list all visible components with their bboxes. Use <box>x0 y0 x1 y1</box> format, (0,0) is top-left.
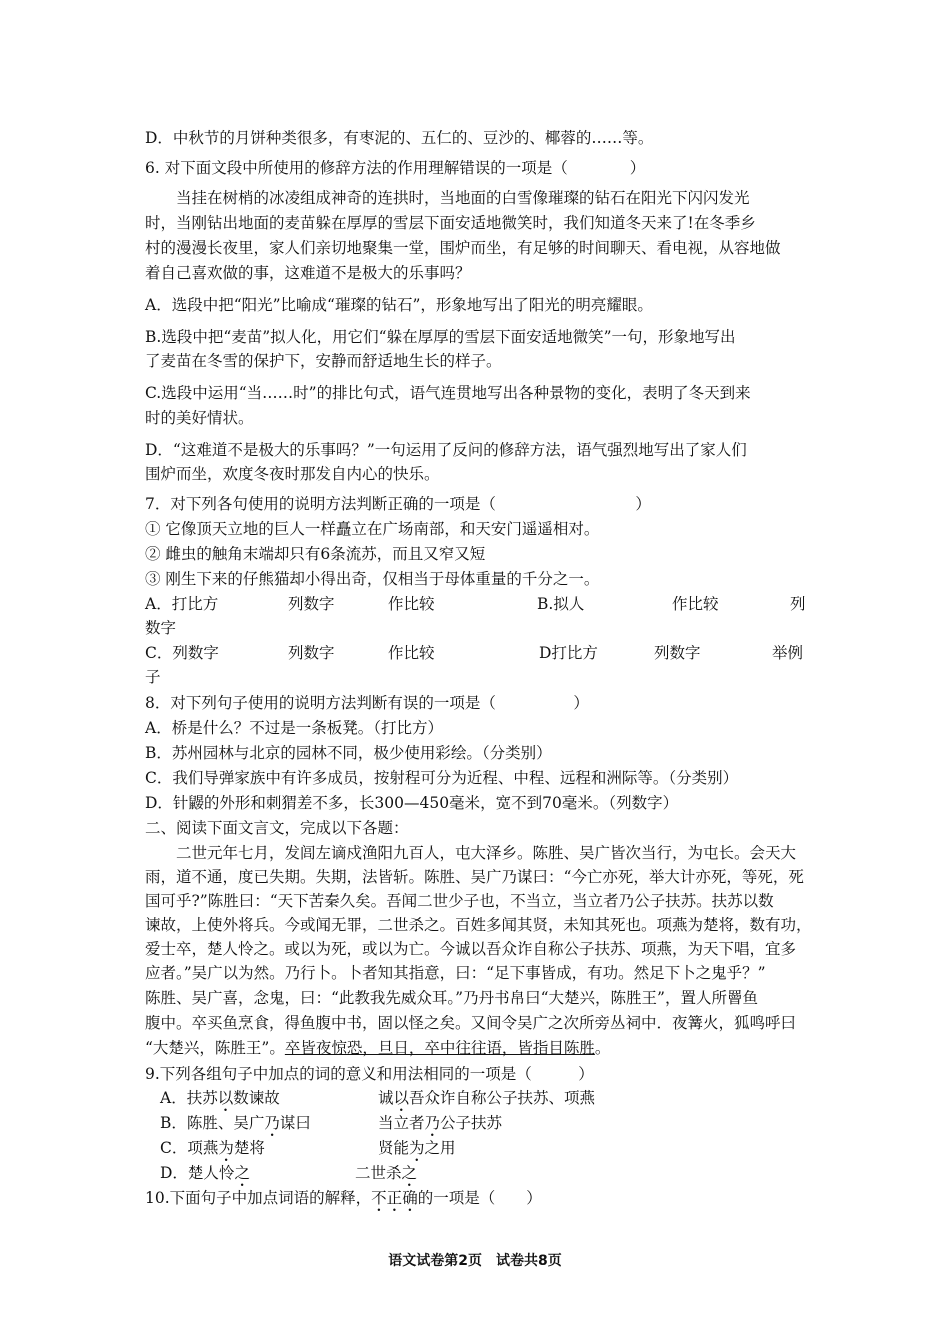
q9-option-c-right: 贤能为之用 <box>378 1139 456 1157</box>
q7-option-b-1: B.拟人 <box>537 595 585 613</box>
q6-option-c: C.选段中运用“当……时”的排比句式，语气连贯地写出各种景物的变化，表明了冬天到来 <box>145 384 751 402</box>
classical-passage-line: 二世元年七月，发闾左谪戍渔阳九百人，屯大泽乡。陈胜、吴广皆次当行，为屯长。会天大 <box>176 844 797 862</box>
q9-option-a-left: A．扶苏以数谏故 <box>160 1089 280 1107</box>
dotted-word: 确 <box>402 1189 418 1207</box>
q9-option-b-right: 当立者乃公子扶苏 <box>378 1114 503 1132</box>
classical-passage-line: 陈胜、吴广喜，念鬼，曰：“此教我先威众耳。”乃丹书帛曰“大楚兴，陈胜王”，置人所罾鱼 <box>145 989 758 1007</box>
dotted-word: 乃 <box>264 1114 280 1132</box>
q9-option-b-left: B．陈胜、吴广乃谋曰 <box>160 1114 311 1132</box>
dotted-word: 之 <box>234 1164 250 1182</box>
q8-option-b: B．苏州园林与北京的园林不同，极少使用彩绘。（分类别） <box>145 744 552 762</box>
q7-option-c-2: 列数字 <box>288 644 335 662</box>
q6-option-c-cont: 时的美好情状。 <box>145 409 254 427</box>
q7-option-d-2: 列数字 <box>654 644 701 662</box>
dotted-word: 为 <box>218 1139 234 1157</box>
dotted-word: 以 <box>217 1089 234 1107</box>
q9-stem: 9.下列各组句子中加点的词的意义和用法相同的一项是（ ） <box>145 1065 594 1083</box>
q7-option-b-3: 列 <box>790 595 806 613</box>
q7-option-d-3: 举例 <box>772 644 804 662</box>
q7-option-d-1: D打比方 <box>539 644 598 662</box>
q9-option-c-left: C．项燕为楚将 <box>160 1139 265 1157</box>
q6-passage-line: 当挂在树梢的冰凌组成神奇的连拱时，当地面的白雪像璀璨的钻石在阳光下闪闪发光 <box>176 189 750 207</box>
q6-stem: 6. 对下面文段中所使用的修辞方法的作用理解错误的一项是（ ） <box>145 159 646 177</box>
q6-option-b: B.选段中把“麦苗”拟人化，用它们“躲在厚厚的雪层下面安适地微笑”一句，形象地写出 <box>145 328 736 346</box>
q9-option-d-left: D．楚人怜之 <box>160 1164 250 1182</box>
underlined-sentence: 卒皆夜惊恐，旦日，卒中往往语，皆指目陈胜 <box>284 1039 595 1057</box>
q8-option-d: D．针鼹的外形和刺猬差不多，长300—450毫米，宽不到70毫米。（列数字） <box>145 794 679 812</box>
q8-option-a: A．桥是什么？不过是一条板凳。（打比方） <box>145 719 443 737</box>
dotted-word: 乃 <box>424 1114 441 1132</box>
q7-option-b-cont: 数字 <box>145 619 177 637</box>
q6-option-d-cont: 围炉而坐，欢度冬夜时那发自内心的快乐。 <box>145 465 440 483</box>
q7-option-a-3: 作比较 <box>388 595 435 613</box>
passage-text: 。 <box>594 1039 611 1057</box>
page-footer: 语文试卷第2页 试卷共8页 <box>388 1253 562 1269</box>
q5-option-d: D．中秋节的月饼种类很多，有枣泥的、五仁的、豆沙的、椰蓉的……等。 <box>145 129 654 147</box>
q10-stem: 10.下面句子中加点词语的解释，不正确的一项是（ ） <box>145 1189 542 1207</box>
classical-passage-last-line <box>145 1038 610 1058</box>
dotted-word: 之 <box>401 1164 418 1182</box>
passage-text: “大楚兴，陈胜王”。 <box>145 1039 285 1057</box>
q7-option-b-2: 作比较 <box>672 595 719 613</box>
classical-passage-line: 腹中。卒买鱼烹食，得鱼腹中书，固以怪之矣。又间令吴广之次所旁丛祠中．夜篝火，狐鸣呼曰 <box>145 1014 797 1032</box>
classical-passage-line: 雨，道不通，度已失期。失期，法皆斩。陈胜、吴广乃谋曰：“今亡亦死，举大计亦死，等死，死 <box>145 868 804 886</box>
q6-option-d: D．“这难道不是极大的乐事吗？”一句运用了反问的修辞方法，语气强烈地写出了家人们 <box>145 441 747 459</box>
q7-option-c-3: 作比较 <box>388 644 435 662</box>
q7-item: ① 它像顶天立地的巨人一样矗立在广场南部，和天安门遥遥相对。 <box>145 520 600 538</box>
classical-passage-line: 国可乎?”陈胜曰：“天下苦秦久矣。吾闻二世少子也，不当立，当立者乃公子扶苏。扶苏以数 <box>145 892 774 910</box>
dotted-word: 不 <box>371 1189 387 1207</box>
q6-option-b-cont: 了麦苗在冬雪的保护下，安静而舒适地生长的样子。 <box>145 352 502 370</box>
q7-option-c-1: C．列数字 <box>145 644 219 662</box>
q6-option-a: A．选段中把“阳光”比喻成“璀璨的钻石”，形象地写出了阳光的明亮耀眼。 <box>145 296 653 314</box>
q7-stem: 7．对下列各句使用的说明方法判断正确的一项是（ ） <box>145 495 651 513</box>
classical-passage-line: 谏故，上使外将兵。今或闻无罪，二世杀之。百姓多闻其贤，未知其死也。项燕为楚将，数有功， <box>145 916 812 934</box>
section-heading: 二、阅读下面文言文，完成以下各题： <box>145 819 409 837</box>
q6-passage-line: 村的漫漫长夜里，家人们亲切地聚集一堂，围炉而坐，有足够的时间聊天、看电视，从容地做 <box>145 239 781 257</box>
q8-stem: 8．对下列句子使用的说明方法判断有误的一项是（ ） <box>145 694 589 712</box>
q7-option-a-2: 列数字 <box>288 595 335 613</box>
q8-option-c: C．我们导弹家族中有许多成员，按射程可分为近程、中程、远程和洲际等。（分类别） <box>145 769 739 787</box>
classical-passage-line: 应者。”吴广以为然。乃行卜。卜者知其指意，曰：“足下事皆成，有功。然足下卜之鬼乎？” <box>145 964 766 982</box>
q6-passage-line: 着自己喜欢做的事，这难道不是极大的乐事吗？ <box>145 264 471 282</box>
dotted-word: 正 <box>386 1189 403 1207</box>
q7-item: ② 雌虫的触角末端却只有6条流苏，而且又窄又短 <box>145 545 486 563</box>
q9-option-a-right: 诚以吾众诈自称公子扶苏、项燕 <box>378 1089 596 1107</box>
classical-passage-line: 爱士卒，楚人怜之。或以为死，或以为亡。今诚以吾众诈自称公子扶苏、项燕，为天下唱，宜多 <box>145 940 797 958</box>
q7-option-d-cont: 子 <box>145 668 161 686</box>
q7-item: ③ 刚生下来的仔熊猫却小得出奇，仅相当于母体重量的千分之一。 <box>145 570 600 588</box>
dotted-word: 以 <box>393 1089 410 1107</box>
q6-passage-line: 时，当刚钻出地面的麦苗躲在厚厚的雪层下面安适地微笑时，我们知道冬天来了!在冬季乡 <box>145 214 756 232</box>
q7-option-a-1: A．打比方 <box>145 595 219 613</box>
q9-option-d-right: 二世杀之 <box>355 1164 418 1182</box>
dotted-word: 为 <box>409 1139 425 1157</box>
